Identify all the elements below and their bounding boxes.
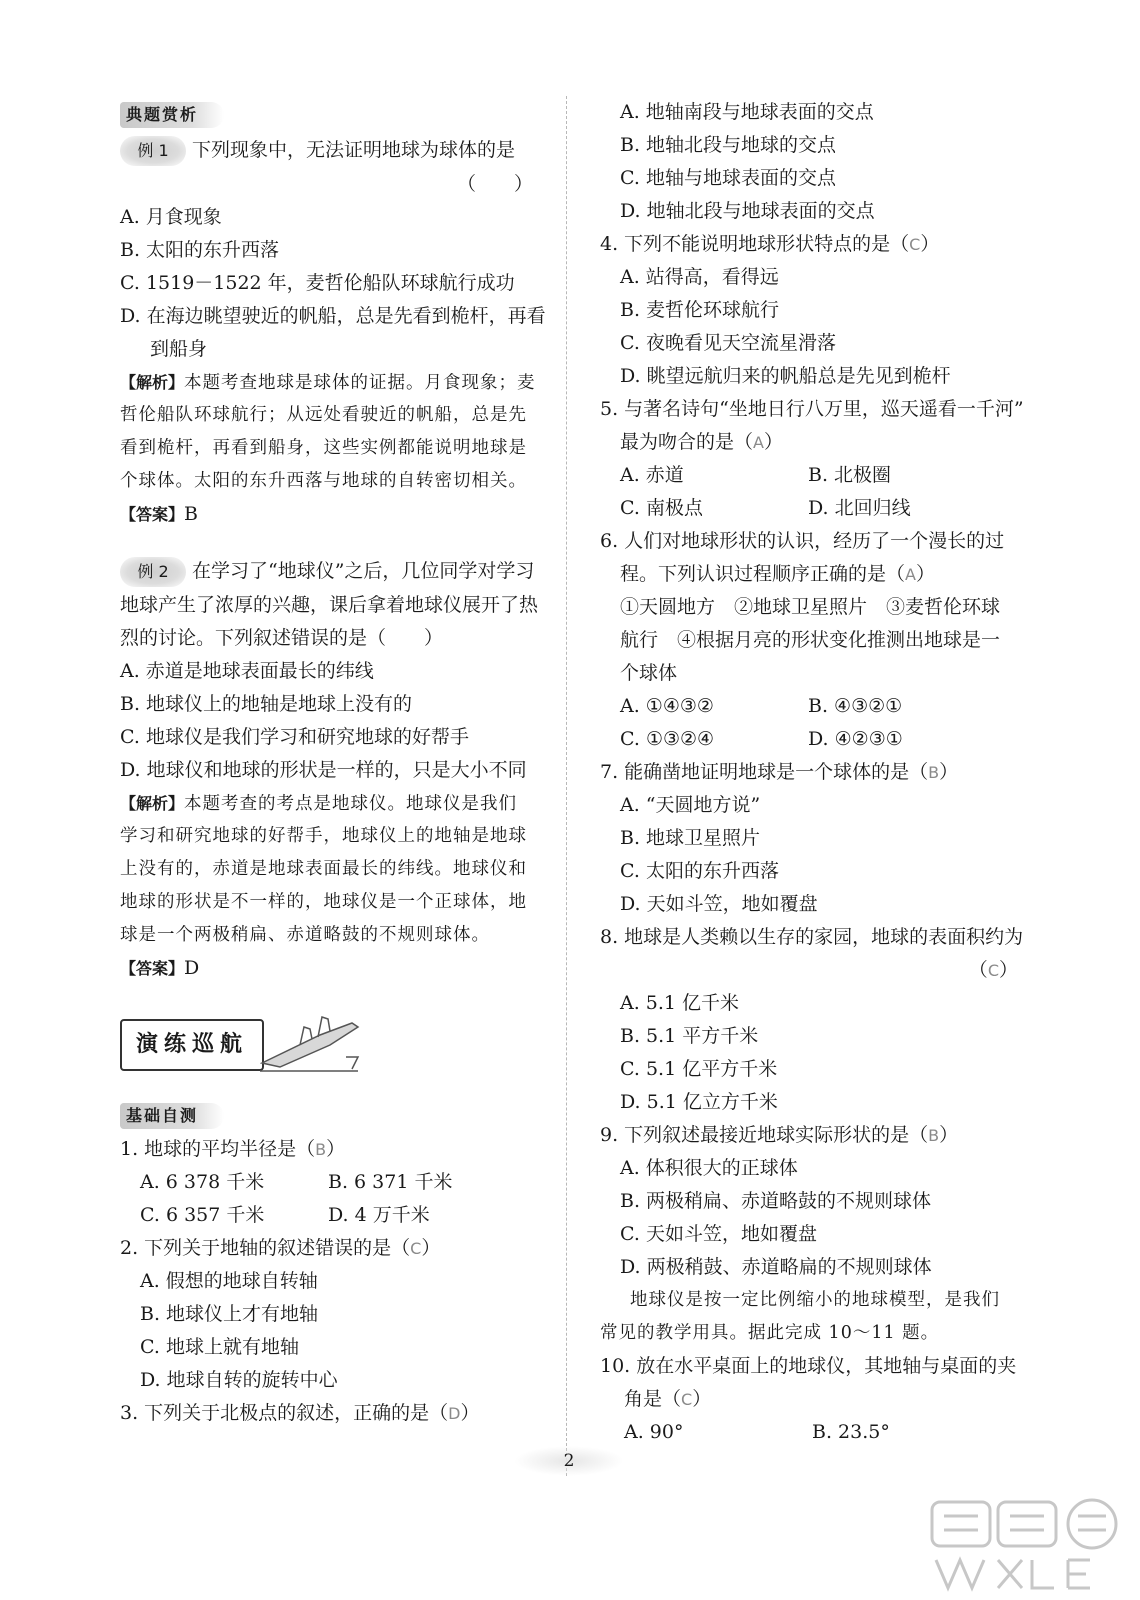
example-2-analysis-line: 上没有的，赤道是地球表面最长的纬线。地球仪和 <box>120 859 527 879</box>
example-2-analysis: 【解析】本题考查的考点是地球仪。地球仪是我们 <box>120 794 518 814</box>
example-2-analysis-line: 球是一个两极稍扁、赤道略鼓的不规则球体。 <box>120 925 490 945</box>
question-10-intro-line: 常见的教学用具。据此完成 10～11 题。 <box>600 1323 940 1343</box>
example-1-analysis-line: 个球体。太阳的东升西落与地球的自转密切相关。 <box>120 471 527 491</box>
question-5-stem-cont: 最为吻合的是（A） <box>620 431 783 453</box>
example-1-question: 例 1 下列现象中，无法证明地球为球体的是 <box>120 132 545 168</box>
question-8-option: B. 5.1 平方千米 <box>620 1025 759 1047</box>
question-9-option: D. 两极稍鼓、赤道略扁的不规则球体 <box>620 1256 932 1278</box>
question-3-option: C. 地轴与地球表面的交点 <box>620 167 836 189</box>
question-8-option: D. 5.1 亿立方千米 <box>620 1091 778 1113</box>
example-1-tag: 例 1 <box>120 136 186 166</box>
question-2-option: A. 假想的地球自转轴 <box>140 1270 318 1292</box>
example-2-analysis-line: 地球的形状是不一样的，地球仪是一个正球体，地 <box>120 892 527 912</box>
question-6-items: 航行 ④根据月亮的形状变化推测出地球是一 <box>620 629 1001 651</box>
column-divider <box>566 96 567 1476</box>
question-10-stem-cont: 角是（C） <box>624 1388 712 1410</box>
question-7-answer: B <box>928 763 940 782</box>
question-6: 6. 人们对地球形状的认识，经历了一个漫长的过 <box>600 530 1005 552</box>
question-5-options: A. 赤道 B. 北极圈 <box>620 464 892 486</box>
example-1-analysis-line: 看到桅杆，再看到船身，这些实例都能说明地球是 <box>120 438 527 458</box>
question-4: 4. 下列不能说明地球形状特点的是（C） <box>600 233 940 255</box>
question-7-option: B. 地球卫星照片 <box>620 827 761 849</box>
question-1-options: C. 6 357 千米 D. 4 万千米 <box>140 1204 430 1226</box>
ship-icon <box>260 1005 360 1075</box>
example-1-option: B. 太阳的东升西落 <box>120 239 280 261</box>
example-2-analysis-line: 学习和研究地球的好帮手，地球仪上的地轴是地球 <box>120 826 527 846</box>
example-2-option: C. 地球仪是我们学习和研究地球的好帮手 <box>120 726 469 748</box>
example-1-analysis: 【解析】本题考查地球是球体的证据。月食现象；麦 <box>120 373 536 393</box>
example-1-answer: 【答案】B <box>120 503 198 525</box>
question-8-answer-paren: （C） <box>968 959 1018 981</box>
example-2-tag: 例 2 <box>120 557 186 587</box>
question-6-answer: A <box>905 565 916 584</box>
question-3-option: D. 地轴北段与地球表面的交点 <box>620 200 875 222</box>
practice-banner-title: 演练巡航 <box>120 1019 264 1071</box>
example-1-option: D. 在海边眺望驶近的帆船，总是先看到桅杆，再看 <box>120 305 546 327</box>
example-2-option: B. 地球仪上的地轴是地球上没有的 <box>120 693 413 715</box>
question-9-option: A. 体积很大的正球体 <box>620 1157 798 1179</box>
question-8-option: A. 5.1 亿千米 <box>620 992 740 1014</box>
question-9-option: B. 两极稍扁、赤道略鼓的不规则球体 <box>620 1190 932 1212</box>
question-3: 3. 下列关于北极点的叙述，正确的是（D） <box>120 1402 480 1424</box>
question-4-option: B. 麦哲伦环球航行 <box>620 299 780 321</box>
question-10-options: A. 90° B. 23.5° <box>624 1421 890 1443</box>
example-2-answer: 【答案】D <box>120 957 200 979</box>
example-2-option: A. 赤道是地球表面最长的纬线 <box>120 660 374 682</box>
example-1-answer-paren: （ ） <box>456 173 533 195</box>
question-2-option: B. 地球仪上才有地轴 <box>140 1303 319 1325</box>
question-2-option: D. 地球自转的旋转中心 <box>140 1369 338 1391</box>
question-5-answer: A <box>753 433 764 452</box>
practice-banner <box>120 1005 545 1087</box>
example-2-question-line: 烈的讨论。下列叙述错误的是（ ） <box>120 627 444 649</box>
question-8-answer: C <box>987 961 999 980</box>
section-title-basic-self-test: 基础自测 <box>120 1103 224 1129</box>
question-6-options: C. ①③②④ D. ④②③① <box>620 728 903 750</box>
question-7-option: D. 天如斗笠，地如覆盘 <box>620 893 818 915</box>
question-4-option: A. 站得高，看得远 <box>620 266 779 288</box>
section-title-typical-examples: 典题赏析 <box>120 102 224 128</box>
question-1-options: A. 6 378 千米 B. 6 371 千米 <box>140 1171 453 1193</box>
question-1-answer: B <box>315 1140 327 1159</box>
question-6-items: 个球体 <box>620 662 678 684</box>
page-number: 2 <box>514 1446 624 1476</box>
example-1-option: C. 1519－1522 年，麦哲伦船队环球航行成功 <box>120 272 515 294</box>
question-9-answer: B <box>928 1126 940 1145</box>
question-3-option: B. 地轴北段与地球的交点 <box>620 134 837 156</box>
example-1-analysis-line: 哲伦船队环球航行；从远处看驶近的帆船，总是先 <box>120 405 527 425</box>
question-7-option: A. “天圆地方说” <box>620 794 761 816</box>
question-6-options: A. ①④③② B. ④③②① <box>620 695 903 717</box>
question-4-option: D. 眺望远航归来的帆船总是先见到桅杆 <box>620 365 951 387</box>
question-2: 2. 下列关于地轴的叙述错误的是（C） <box>120 1237 441 1259</box>
question-7-option: C. 太阳的东升西落 <box>620 860 779 882</box>
question-10-intro: 地球仪是按一定比例缩小的地球模型，是我们 <box>630 1290 1000 1310</box>
question-6-stem-cont: 程。下列认识过程顺序正确的是（A） <box>620 563 935 585</box>
question-3-answer: D <box>448 1404 461 1423</box>
question-9: 9. 下列叙述最接近地球实际形状的是（B） <box>600 1124 959 1146</box>
question-1: 1. 地球的平均半径是（B） <box>120 1138 346 1160</box>
question-8-option: C. 5.1 亿平方千米 <box>620 1058 778 1080</box>
example-2-option: D. 地球仪和地球的形状是一样的，只是大小不同 <box>120 759 527 781</box>
question-2-answer: C <box>410 1239 422 1258</box>
question-10: 10. 放在水平桌面上的地球仪，其地轴与桌面的夹 <box>600 1355 1017 1377</box>
question-5-options: C. 南极点 D. 北回归线 <box>620 497 911 519</box>
example-1-option: A. 月食现象 <box>120 206 222 228</box>
question-7: 7. 能确凿地证明地球是一个球体的是（B） <box>600 761 959 783</box>
watermark-logo-icon <box>928 1496 1128 1592</box>
question-5: 5. 与著名诗句“坐地日行八万里，巡天遥看一千河” <box>600 398 1024 420</box>
question-2-option: C. 地球上就有地轴 <box>140 1336 299 1358</box>
right-column <box>600 96 1024 1449</box>
example-2-question-line: 地球产生了浓厚的兴趣，课后拿着地球仪展开了热 <box>120 594 539 616</box>
example-1-option-continuation: 到船身 <box>150 338 208 360</box>
question-10-answer: C <box>681 1390 693 1409</box>
question-9-option: C. 天如斗笠，地如覆盘 <box>620 1223 817 1245</box>
question-6-items: ①天圆地方 ②地球卫星照片 ③麦哲伦环球 <box>620 596 1001 618</box>
question-4-option: C. 夜晚看见天空流星滑落 <box>620 332 836 354</box>
question-3-option: A. 地轴南段与地球表面的交点 <box>620 101 874 123</box>
example-2-question: 例 2 在学习了“地球仪”之后，几位同学对学习 <box>120 553 545 589</box>
question-8: 8. 地球是人类赖以生存的家园，地球的表面积约为 <box>600 926 1024 948</box>
question-4-answer: C <box>909 235 921 254</box>
left-column <box>120 96 545 1430</box>
